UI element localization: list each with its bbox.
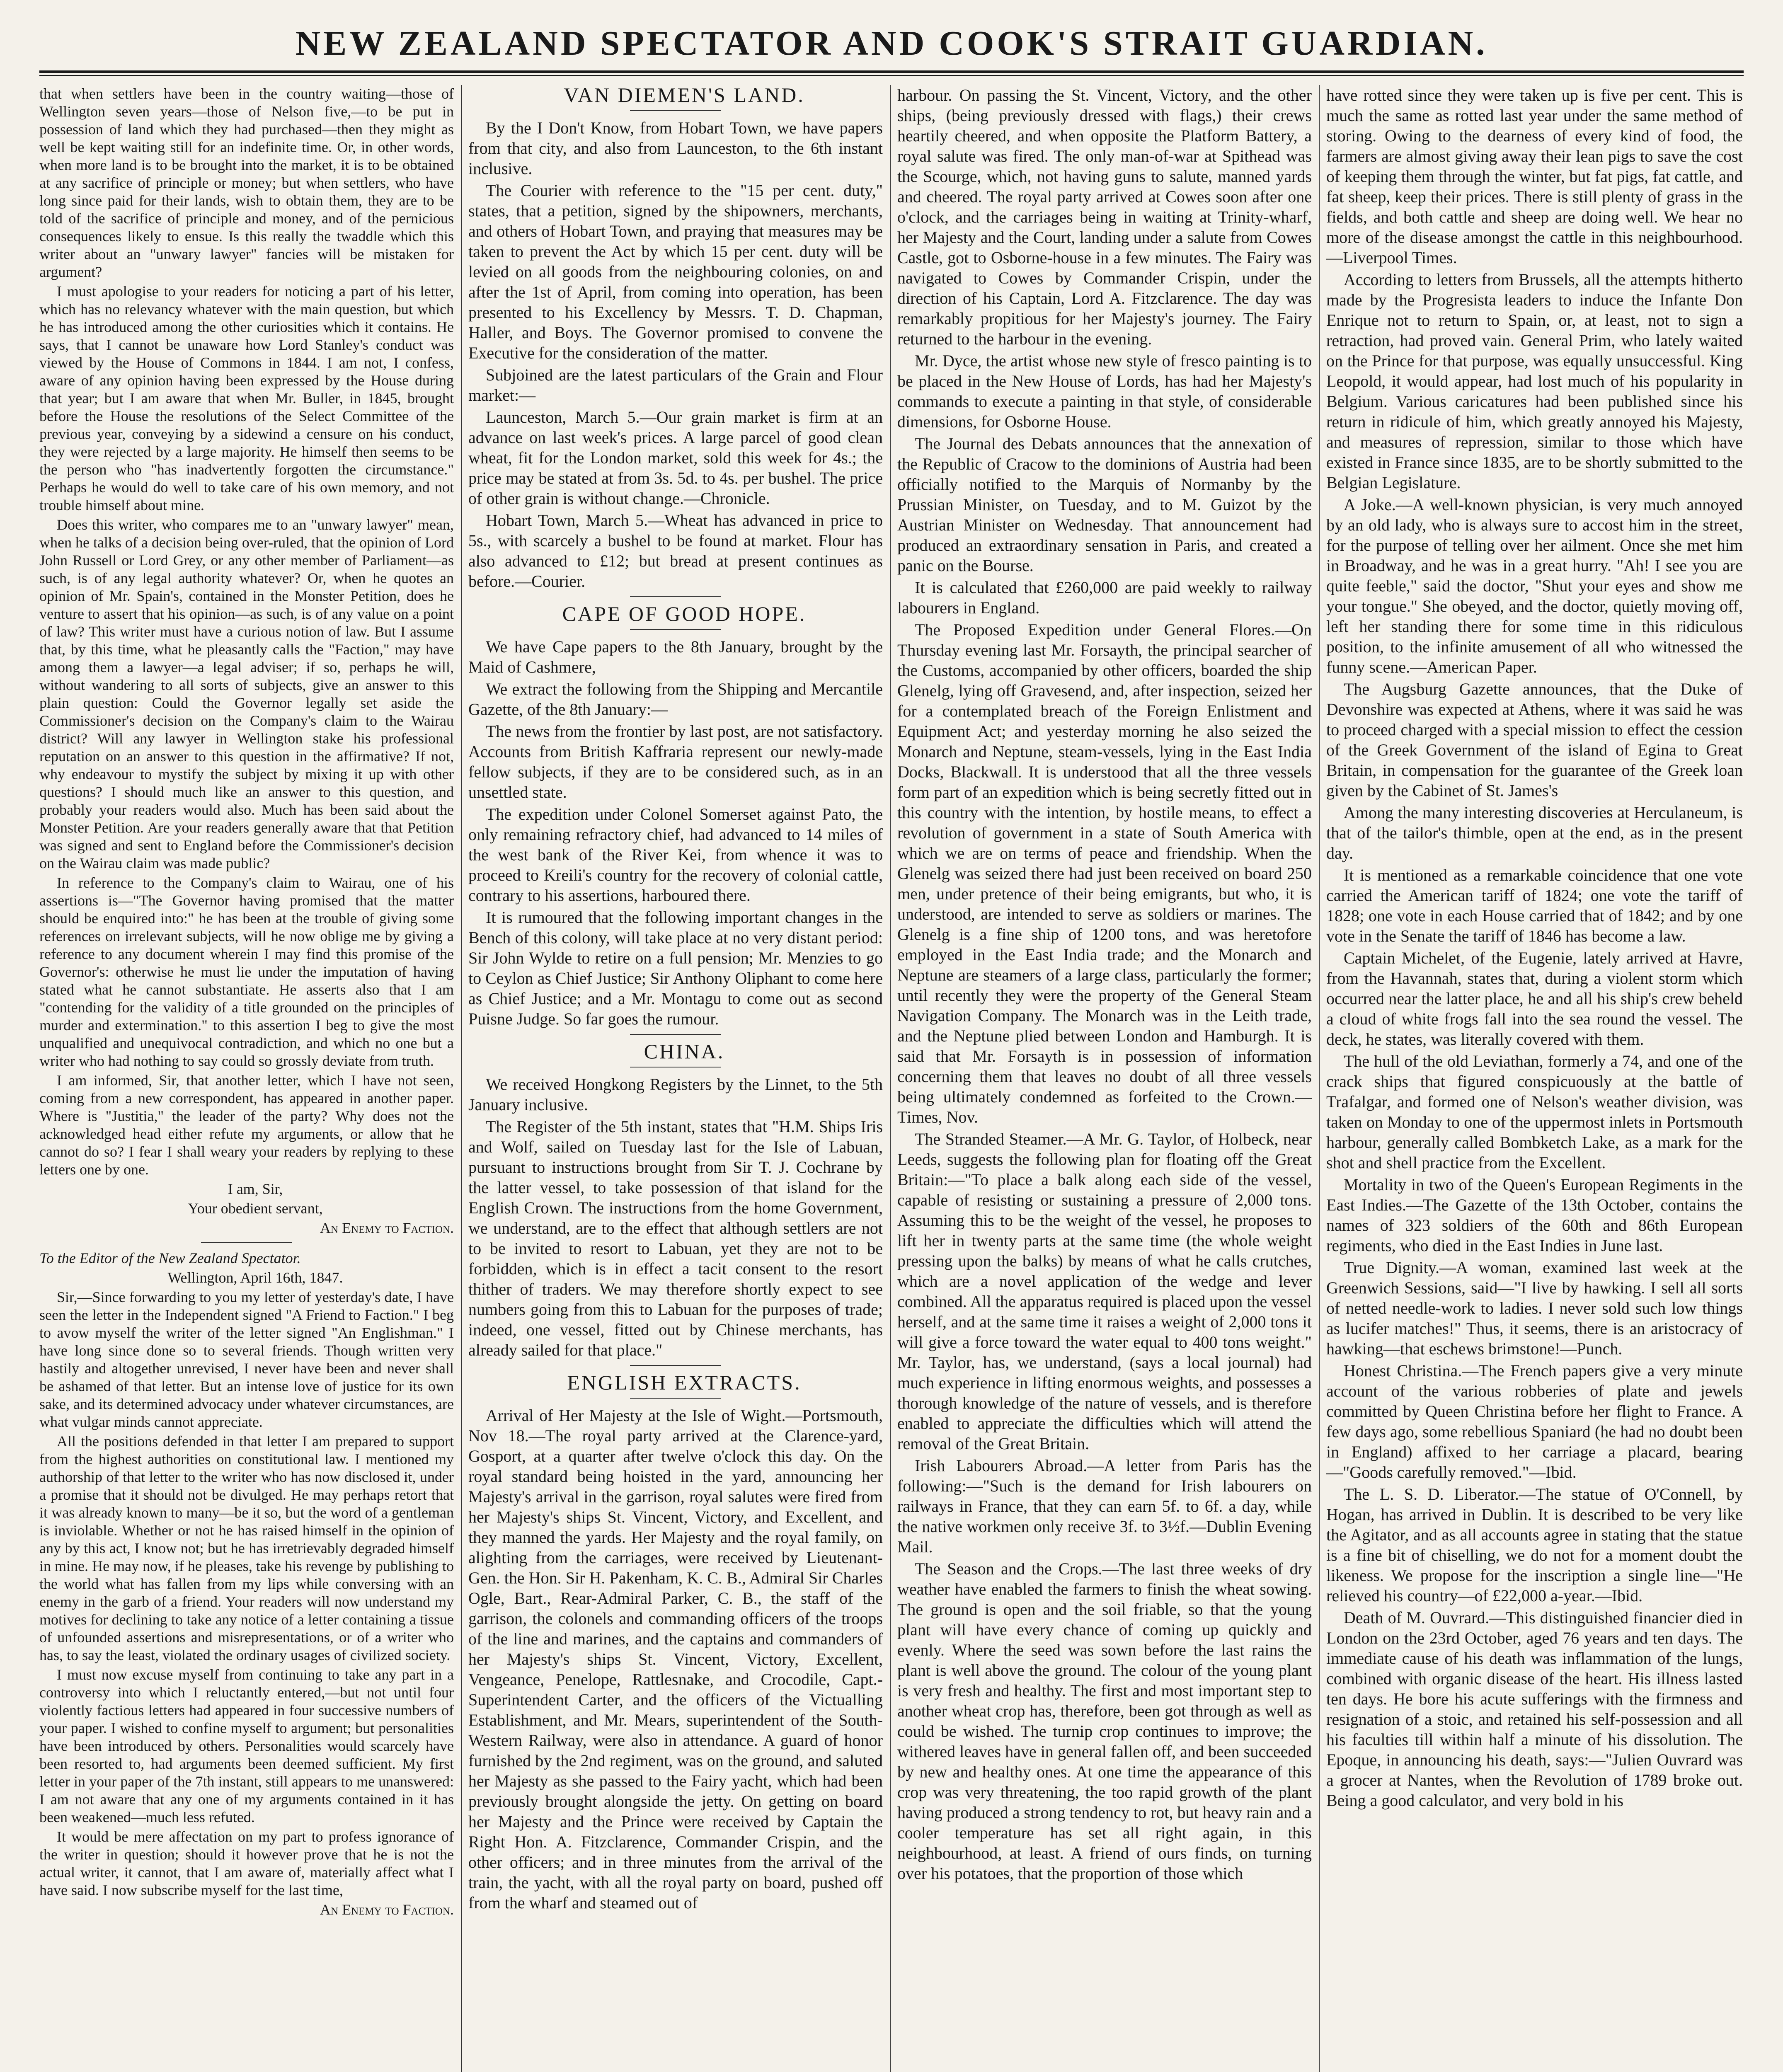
paragraph: Hobart Town, March 5.—Wheat has advanced in price to 5s., with scarcely a bushel to be found at market. Flour has also advanced to £12; but bread at present continues as before.—Courier. [468,511,883,591]
paragraph: It is mentioned as a remarkable coincidence that one vote carried the American tariff of 1824; one vote the tariff of 1828; one vote in each House carried that of 1842; and by one vote in the Senate the tariff of 1846 has become a law. [1326,866,1743,945]
column-divider [461,85,462,2072]
paragraph: The Season and the Crops.—The last three weeks of dry weather have enabled the farmers to finish the wheat sowing. The ground is open and the soil friable, so that the young plant will have every chance of coming up quickly and evenly. Where the seed was sown before the last rains the plant is well above the ground. The colour of the young plant is very fresh and healthy. The first and most important step to another wheat crop has, therefore, been got through as well as could be wished. The turnip crop continues to improve; the withered leaves have in general fallen off, and been succeeded by new and healthy ones. At one time the appearance of this crop was very threatening, the too rapid growth of the plant having produced a strong tendency to rot, but heavy rain and a cooler temperature has set all right again, in this neighbourhood, at least. A friend of ours finds, on turning over his potatoes, that the proportion of those which [897,1559,1312,1883]
paragraph: Launceston, March 5.—Our grain market is firm at an advance on last week's prices. A large parcel of good clean wheat, fit for the London market, sold this week for 4s.; the price may be stated at from 3s. 5d. to 4s. per bushel. The price of other grain is without change.—Chronicle. [468,408,883,508]
masthead-rule [39,70,1744,73]
separator [630,596,721,597]
paragraph: The Register of the 5th instant, states that "H.M. Ships Iris and Wolf, sailed on Tuesday last for the Isle of Labuan, pursuant to instructions brought from Sir T. J. Cochrane by the latter vessel, to take possession of that island for the English Crown. The instructions from the home Government, we understand, are to the effect that although settlers are not to be invited to resort to Labuan, yet they are not to be forbidden, which is in effect a tacit consent to the resort thither of traders. We may therefore shortly expect to see numbers going from this to Labuan for the purposes of trade; indeed, one vessel, fitted out by Chinese merchants, has already sailed for that place." [468,1117,883,1359]
column-1 [39,85,454,2072]
paragraph: Death of M. Ouvrard.—This distinguished financier died in London on the 23rd October, aged 76 years and ten days. The immediate cause of his death was inflammation of the lungs, combined with organic disease of the heart. His illness lasted ten days. He bore his acute sufferings with the firmness and resignation of a stoic, and retained his self-possession and all his faculties till within half a minute of his dissolution. The Epoque, in announcing his death, says:—"Julien Ouvrard was a grocer at Nantes, when the Revolution of 1789 broke out. Being a good calculator, and very bold in his [1326,1608,1743,1810]
paragraph: The Courier with reference to the "15 per cent. duty," states, that a petition, signed by the shipowners, merchants, and others of Hobart Town, and praying that measures may be taken to prevent the Act by which 15 per cent. duty will be levied on all goods from the neighbouring colonies, on and after the 1st of April, from coming into operation, has been presented to his Excellency by Messrs. T. D. Chapman, Haller, and Boys. The Governor promised to convene the Executive for the consideration of the matter. [468,181,883,362]
section-heading: CHINA. [644,1040,725,1063]
paragraph: True Dignity.—A woman, examined last week at the Greenwich Sessions, said—"I live by hawking. I sell all sorts of netted needle-work to ladies. I never sold such low things as lucifer matches!" Thus, it seems, there is an aristocracy of hawking—that eschews brimstone!—Punch. [1326,1258,1743,1358]
paragraph: Among the many interesting discoveries at Herculaneum, is that of the tailor's thimble, open at the end, as in the present day. [1326,803,1743,862]
paragraph: harbour. On passing the St. Vincent, Victory, and the other ships, (being previously dressed with flags,) their crews heartily cheered, and when opposite the Platform Battery, a royal salute was fired. The only man-of-war at Spithead was the Scourge, which, not having guns to salute, manned yards and cheered. The royal party arrived at Cowes soon after one o'clock, and the carriages being in waiting at Trinity-wharf, her Majesty and the Court, landing under a salute from Cowes Castle, got to Osborne-house in a few minutes. The Fairy was navigated to Cowes by Commander Crispin, under the direction of his Captain, Lord A. Fitzclarence. The day was remarkably propitious for her Majesty's journey. The Fairy returned to the harbour in the evening. [897,86,1312,348]
paragraph: It would be mere affectation on my part to profess ignorance of the writer in question; should it however prove that he is not the actual writer, it cannot, that I am aware of, materially affect what I have said. I now subscribe myself for the last time, [39,1828,454,1898]
paragraph: I must apologise to your readers for noticing a part of his letter, which has no relevancy whatever with the main question, but which he has introduced among the other curiosities which it contains. He says, that I cannot be unaware how Lord Stanley's conduct was viewed by the House of Commons in 1844. I am not, I confess, aware of any opinion having been expressed by the House during that year; but I am aware that when Mr. Buller, in 1845, brought before the House the resolutions of the Select Committee of the previous year, conveying by a sidewind a censure on his conduct, they were rejected by a large majority. He himself then seems to be the person who "has inadvertently forgotten the circumstance." Perhaps he would do well to take care of his own memory, and not trouble himself about mine. [39,283,454,513]
letter-closing: I am, Sir, [228,1181,283,1197]
paragraph: Sir,—Since forwarding to you my letter of yesterday's date, I have seen the letter in the Independent signed "A Friend to Faction." I beg to avow myself the writer of the letter signed "An Englishman." I have long since done so to several friends. Though written very hastily and altogether unrevised, I never have been and never shall be ashamed of that letter. But an intense love of justice for its own sake, and its determined advocacy under whatever circumstances, are what vulgar minds cannot appreciate. [39,1289,454,1430]
paragraph: The L. S. D. Liberator.—The statue of O'Connell, by Hogan, has arrived in Dublin. It is described to be very like the Agitator, and as all accounts agree in stating that the statue is a fine bit of chiselling, we do not for a moment doubt the likeness. We propose for the inscription a single line—"He relieved his country—of £22,000 a-year.—Ibid. [1326,1485,1743,1605]
paragraph: The expedition under Colonel Somerset against Pato, the only remaining refractory chief, had advanced to 14 miles of the west bank of the River Kei, from whence it was to proceed to Kreili's country for the recovery of colonial cattle, contrary to his assertions, harboured there. [468,805,883,905]
paragraph: The news from the frontier by last post, are not satisfactory. Accounts from British Kaffraria represent our newly-made fellow subjects, if they are to be considered such, as in an unsettled state. [468,722,883,801]
paragraph: Honest Christina.—The French papers give a very minute account of the various robberies of plate and jewels committed by Queen Christina before her flight to France. A few days ago, some rebellious Spaniard (he had no doubt been in England) affixed to her carriage a placard, bearing—"Goods carefully removed."—Ibid. [1326,1361,1743,1481]
column-divider [890,85,891,2072]
paragraph: We have Cape papers to the 8th January, brought by the Maid of Cashmere, [468,637,883,676]
letter-closing: Your obedient servant, [188,1200,323,1217]
paragraph: A Joke.—A well-known physician, is very much annoyed by an old lady, who is always sure to accost him in the street, for the purpose of telling over her ailment. Once she met him in Broadway, and he was in a great hurry. "Ah! I see you are quite feeble," said the doctor, "Shut your eyes and show me your tongue." She obeyed, and the doctor, quietly moving off, left her standing there for some time in this ridiculous position, to the infinite amusement of all who witnessed the funny scene.—American Paper. [1326,495,1743,676]
paragraph: Subjoined are the latest particulars of the Grain and Flour market:— [468,366,883,404]
paragraph: All the positions defended in that letter I am prepared to support from the highest authorities on constitutional law. I mentioned my authorship of that letter to the writer who has now disclosed it, under a promise that it should not be divulged. He may perhaps retort that it was already known to many—be it so, but the word of a gentleman is inviolable. Whether or not he has raised himself in the opinion of any by this act, I know not; but he has irretrievably degraded himself in mine. He may now, if he pleases, take his revenge by publishing to the world what has fallen from my lips while conversing with an enemy in the garb of a friend. Your readers will now understand my motives for declining to take any notice of a letter containing a tissue of unfounded assertions and misrepresentations, or of a writer who has, to say the least, violated the ordinary usages of civilized society. [39,1433,454,1663]
letter-signature: An Enemy to Faction. [320,1901,454,1918]
masthead-rule-thin [39,75,1744,76]
paragraph: Arrival of Her Majesty at the Isle of Wight.—Portsmouth, Nov 18.—The royal party arrived at the Clarence-yard, Gosport, at a quarter after twelve o'clock this day. On the royal standard being hoisted in the yard, announcing her Majesty's arrival in the garrison, royal salutes were fired from her Majesty's ships St. Vincent, Victory, and Excellent, and they manned the yards. Her Majesty and the royal family, on alighting from the carriages, were received by Lieutenant-Gen. the Hon. Sir H. Pakenham, K. C. B., Admiral Sir Charles Ogle, Bart., Rear-Admiral Parker, C. B., the staff of the garrison, the colonels and commanding officers of the troops of the line and marines, and the captains and commanders of her Majesty's ships St. Vincent, Victory, Excellent, Vengeance, Penelope, Rattlesnake, and Crocodile, Capt.-Superintendent Carter, and the officers of the Victualling Establishment, and Mr. Mears, superintendent of the South-Western Railway, were also in attendance. A guard of honor furnished by the 2nd regiment, was on the ground, and saluted her Majesty as she passed to the Fairy yacht, which had been previously brought alongside the jetty. On getting on board her Majesty and the Prince were received by Captain the Right Hon. A. Fitzclarence, Commander Crispin, and the other officers; and in three minutes from the arrival of the train, the yacht, with all the royal party on board, pushed off from the wharf and steamed out of [468,1406,883,1912]
paragraph: Does this writer, who compares me to an "unwary lawyer" mean, when he talks of a decision being over-ruled, that the opinion of Lord John Russell or Lord Grey, or any other member of Parliament—as such, is of any legal authority whatever? Or, when he quotes an opinion of Mr. Spain's, contained in the Monster Petition, does he venture to assert that his opinion—as such, is of any value on a point of law? This writer must have a curious notion of law. But I assume that, by this time, what he pleasantly calls the "Faction," may have among them a lawyer—a legal adviser; if so, perhaps he will, without wandering to all sorts of subjects, give an answer to this plain question: Could the Governor legally set aside the Commissioner's decision on the Company's claim to the Wairau district? Will any lawyer in Wellington stake his professional reputation on an answer to this question in the affirmative? If not, why endeavour to mystify the subject by mixing it up with other questions? I should much like an answer to this question, and probably your readers would also. Much has been said about the Monster Petition. Are your readers generally aware that that Petition was signed and sent to England before the Commissioner's decision on the Wairau claim was made public? [39,516,454,871]
section-heading: CAPE OF GOOD HOPE. [562,602,807,625]
column-4 [1326,85,1743,2072]
paragraph: The Journal des Debats announces that the annexation of the Republic of Cracow to the dominions of Austria had been officially notified to the Marquis of Normanby by the Prussian Minister, on Tuesday, and to M. Guizot by the Austrian Minister on Wednesday. That announcement had produced an extraordinary sensation in Paris, and created a panic on the Bourse. [897,434,1312,575]
letter-dateline: Wellington, April 16th, 1847. [167,1269,343,1286]
column-2 [468,85,883,2072]
column-3 [897,85,1312,2072]
separator [630,1034,721,1035]
section-heading: ENGLISH EXTRACTS. [567,1371,802,1394]
paragraph: In reference to the Company's claim to Wairau, one of his assertions is—"The Governor having promised that the matter should be enquired into:" he has been at the trouble of giving some references on irrelevant subjects, will he now oblige me by giving a reference to any document wherein I may find this promise of the Governor's: otherwise he must lie under the imputation of having stated what he cannot substantiate. He asserts also that I am "contending for the validity of a title grounded on the principles of murder and extermination." to this assertion I beg to give the most unqualified and unequivocal contradiction, and which no one but a writer who had nothing to say could so grossly deviate from truth. [39,874,454,1069]
paragraph: The Stranded Steamer.—A Mr. G. Taylor, of Holbeck, near Leeds, suggests the following plan for floating off the Great Britain:—"To place a balk along each side of the vessel, capable of resisting or sustaining a pressure of 2,000 tons. Assuming this to be the weight of the vessel, he proposes to lift her in twenty parts at the same time (the whole weight pressing upon the balks) by means of what he calls crutches, which are a novel application of the wedge and lever combined. All the apparatus required is placed upon the vessel herself, and at the same time it raises a weight of 2,000 tons it will give a force toward the water equal to 400 tons weight." Mr. Taylor, has, we understand, (says a local journal) had much experience in lifting enormous weights, and possesses a thorough knowledge of the nature of vessels, and is therefore enabled to appreciate the difficulties which will attend the removal of the Great Britain. [897,1130,1312,1453]
paragraph: have rotted since they were taken up is five per cent. This is much the same as rotted last year under the same method of storing. Owing to the dearness of every kind of food, the farmers are almost giving away their lean pigs to save the cost of keeping them through the winter, but fat pigs, fat cattle, and fat sheep, keep their prices. There is still plenty of grass in the fields, and both cattle and sheep are doing well. We hear no more of the disease amongst the cattle in this neighbourhood.—Liverpool Times. [1326,86,1743,267]
paragraph: It is rumoured that the following important changes in the Bench of this colony, will take place at no very distant period: Sir John Wylde to retire on a full pension; Mr. Menzies to go to Ceylon as Chief Justice; Sir Anthony Oliphant to come here as Chief Justice; and a Mr. Montagu to come out as second Puisne Judge. So far goes the rumour. [468,908,883,1028]
paragraph: We extract the following from the Shipping and Mercantile Gazette, of the 8th January:— [468,680,883,719]
paragraph: Mr. Dyce, the artist whose new style of fresco painting is to be placed in the New House of Lords, has had her Majesty's commands to execute a painting in that style, of considerable dimensions, for Osborne House. [897,351,1312,431]
column-divider [1319,85,1320,2072]
paragraph: I must now excuse myself from continuing to take any part in a controversy into which I reluctantly entered,—but not until four violently factious letters had appeared in four successive numbers of your paper. I wished to confine myself to argument; but personalities have been introduced by others. Personalities would scarcely have been resorted to, had arguments been deemed sufficient. My first letter in your paper of the 7th instant, still appears to me unanswered: I am not aware that any one of my arguments contained in it has been weakened—much less refuted. [39,1666,454,1825]
paragraph: We received Hongkong Registers by the Linnet, to the 5th January inclusive. [468,1075,883,1114]
paragraph: Mortality in two of the Queen's European Regiments in the East Indies.—The Gazette of the 13th October, contains the names of 323 soldiers of the 60th and 86th European regiments, who died in the East Indies in June last. [1326,1175,1743,1255]
separator [630,110,721,111]
separator [630,1398,721,1399]
paragraph: It is calculated that £260,000 are paid weekly to railway labourers in England. [897,578,1312,617]
paragraph: By the I Don't Know, from Hobart Town, we have papers from that city, and also from Launceston, to the 6th instant inclusive. [468,119,883,178]
paragraph: Captain Michelet, of the Eugenie, lately arrived at Havre, from the Havannah, states that, during a violent storm which occurred near the latter place, he and all his ship's crew beheld a cloud of white frogs fall into the sea round the vessel. The deck, he states, was literally covered with them. [1326,949,1743,1048]
separator [630,1365,721,1366]
section-heading: VAN DIEMEN'S LAND. [564,85,805,107]
separator [201,1242,292,1243]
letter-signature: An Enemy to Faction. [320,1220,454,1236]
separator [630,629,721,630]
paragraph: The Augsburg Gazette announces, that the Duke of Devonshire was expected at Athens, where it was said he was to proceed charged with a special mission to effect the cession of the Greek Government of the island of Egina to Great Britain, in compensation for the guarantee of the Greek loan given by the Cabinet of St. James's [1326,680,1743,800]
paragraph: I am informed, Sir, that another letter, which I have not seen, coming from a new correspondent, has appeared in another paper. Where is "Justitia," the leader of the party? Why does not the acknowledged head either refute my arguments, or allow that he cannot do so? I fear I shall weary your readers by replying to these letters one by one. [39,1072,454,1178]
paragraph: According to letters from Brussels, all the attempts hitherto made by the Progresista leaders to induce the Infante Don Enrique not to return to Spain, or, at least, not to sign a retraction, had proved vain. General Prim, who lately waited on the Prince for that purpose, was equally unsuccessful. King Leopold, it would appear, had lost much of his popularity in Belgium. Various caricatures had been published since his return in ridicule of him, which greatly annoyed his Majesty, and measures of repression, similar to those which have existed in France since 1835, are to be shortly submitted to the Belgian Legislature. [1326,270,1743,492]
paragraph: Irish Labourers Abroad.—A letter from Paris has the following:—"Such is the demand for Irish labourers on railways in France, that they can earn 5f. to 6f. a day, while the native workmen only receive 3f. to 3½f.—Dublin Evening Mail. [897,1456,1312,1556]
paragraph: that when settlers have been in the country waiting—those of Wellington seven years—those of Nelson five,—to be put in possession of land which they had purchased—then they might as well be kept waiting still for an indefinite time. Or, in other words, when more land is to be brought into the market, it is to be obtained at any sacrifice of principle or money; but when settlers, who have long since paid for their lands, wish to obtain them, they are to be told of the sacrifice of principle and money, and of the pernicious consequences likely to ensue. Is this really the twaddle which this writer about an "unwary lawyer" fancies will be mistaken for argument? [39,85,454,280]
masthead: NEW ZEALAND SPECTATOR AND COOK'S STRAIT GUARDIAN. [295,24,1488,63]
paragraph: The Proposed Expedition under General Flores.—On Thursday evening last Mr. Forsayth, the principal searcher of the Customs, accompanied by other officers, boarded the ship Glenelg, lying off Gravesend, and, after inspection, seized her for a contemplated breach of the Foreign Enlistment and Equipment Act; and yesterday morning he also seized the Monarch and Neptune, steam-vessels, lying in the East India Docks, Blackwall. It is understood that all the three vessels form part of an expedition which is being secretly fitted out in this country with the intention, by hostile means, to effect a revolution of government in a state of South America with which we are on terms of peace and friendship. When the Glenelg was seized there had just been received on board 250 men, under pretence of their being emigrants, but who, it is understood, are intended to serve as soldiers or marines. The Glenelg is a fine ship of 1200 tons, and was heretofore employed in the East India trade; and the Monarch and Neptune are steamers of a large class, particularly the former; until recently they were the property of the General Steam Navigation Company. The Monarch was in the Leith trade, and the Neptune plied between London and Hamburgh. It is said that Mr. Forsayth is in possession of information concerning them that leaves no doubt of all three vessels being ultimately condemned as forfeited to the Crown.—Times, Nov. [897,620,1312,1126]
paragraph: The hull of the old Leviathan, formerly a 74, and one of the crack ships that figured conspicuously at the battle of Trafalgar, and formed one of Nelson's weather division, was taken on Monday to one of the uppermost inlets in Portsmouth harbour, generally called Bombketch Lake, as a mark for the shot and shell practice from the Excellent. [1326,1052,1743,1172]
letter-address: To the Editor of the New Zealand Spectator. [39,1250,301,1266]
